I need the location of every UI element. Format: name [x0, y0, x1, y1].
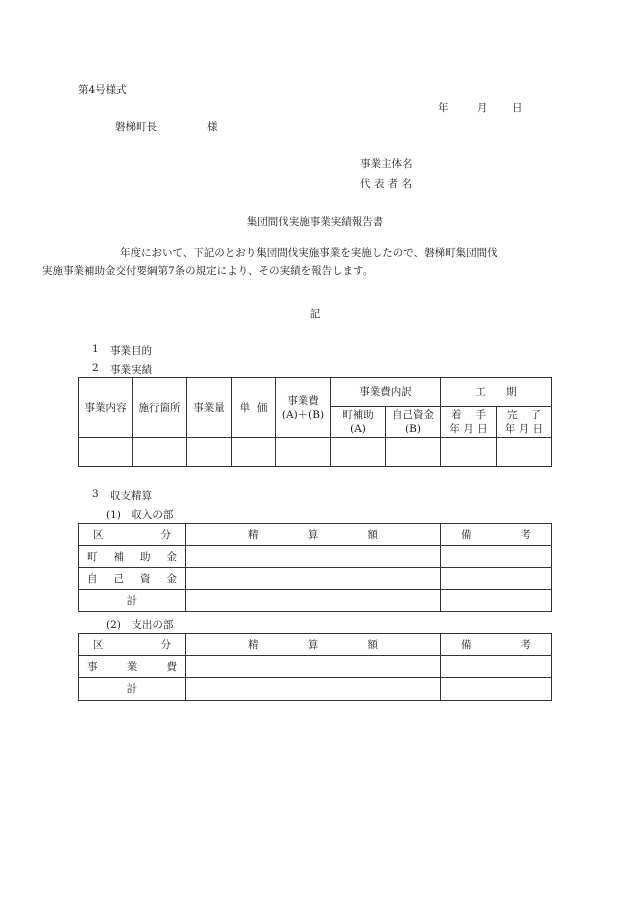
date-day-label: 日 [512, 102, 523, 114]
form-number: 第4号様式 [78, 84, 127, 96]
document-title: 集団間伐実施事業実績報告書 [246, 216, 384, 228]
income-table [78, 523, 552, 612]
expense-row-total [79, 678, 552, 701]
results-cell[interactable] [79, 438, 133, 467]
col-own-funds-header [386, 407, 441, 438]
col-place-header: 施行箇所 [133, 378, 187, 438]
income-heading: (1) 収入の部 [106, 509, 174, 521]
income-amount-cell[interactable] [186, 590, 441, 612]
col-end-header [497, 407, 552, 438]
start-ymd: 年 月 日 [449, 423, 488, 435]
row-char: 助 [140, 550, 151, 563]
results-cell[interactable] [331, 438, 386, 467]
income-row-label [79, 546, 186, 568]
income-notes-cell[interactable] [441, 590, 552, 612]
col-cost-header [276, 378, 331, 438]
unit-price-char-2: 価 [256, 401, 268, 414]
amount-char-3: 額 [367, 528, 378, 541]
end-label [497, 408, 551, 422]
income-total-label: 計 [79, 590, 186, 612]
row-char: 町 [87, 550, 98, 563]
row-char: 金 [166, 550, 177, 563]
expense-notes-cell[interactable] [441, 678, 552, 701]
col-period-header [441, 378, 552, 407]
col-breakdown-header: 事業費内訳 [331, 378, 441, 407]
expense-amount-cell[interactable] [186, 678, 441, 701]
income-amount-cell[interactable] [186, 568, 441, 590]
addressee-honorific: 様 [207, 121, 218, 133]
col-content-header: 事業内容 [79, 378, 133, 438]
amount-char-2: 算 [307, 638, 319, 651]
expense-amount-cell[interactable] [186, 656, 441, 678]
applicant-representative-label: 代 表 者 名 [360, 178, 413, 190]
income-amount-cell[interactable] [186, 546, 441, 568]
row-char: 事 [87, 660, 98, 673]
income-col-amount [186, 524, 441, 546]
amount-char-1: 精 [248, 528, 259, 541]
results-cell[interactable] [276, 438, 331, 467]
category-char-1: 区 [93, 638, 104, 651]
date-month-label: 月 [477, 102, 488, 114]
row-char: 業 [126, 660, 138, 673]
row-char: 資 [140, 572, 151, 585]
category-char-2: 分 [160, 638, 171, 651]
end-ymd: 年 月 日 [504, 423, 544, 435]
section3-label: 収支精算 [110, 490, 152, 502]
results-cell[interactable] [497, 438, 552, 467]
income-col-notes [441, 524, 552, 546]
results-cell[interactable] [441, 438, 497, 467]
expense-notes-cell[interactable] [441, 656, 552, 678]
applicant-entity-label: 事業主体名 [360, 158, 413, 170]
notes-char-1: 備 [461, 638, 472, 651]
start-label [441, 408, 496, 422]
results-cell[interactable] [133, 438, 187, 467]
col-town-subsidy-header [331, 407, 386, 438]
results-table [78, 377, 552, 467]
date-year-label: 年 [438, 102, 449, 114]
expense-col-amount [186, 634, 441, 656]
expense-heading: (2) 支出の部 [106, 619, 174, 631]
amount-char-2: 算 [307, 528, 319, 541]
period-char-1: 工 [475, 386, 486, 398]
category-char-1: 区 [93, 528, 104, 541]
addressee-name: 磐梯町長 [115, 121, 157, 133]
expense-col-category [79, 634, 186, 656]
row-char: 金 [166, 572, 177, 585]
section2-number: 2 [92, 362, 99, 374]
income-row-label [79, 568, 186, 590]
income-row-total [79, 590, 552, 612]
expense-col-notes [441, 634, 552, 656]
income-row-town-subsidy [79, 546, 552, 568]
row-char: 費 [166, 660, 177, 673]
row-char: 己 [113, 572, 124, 585]
notes-char-2: 考 [520, 528, 531, 541]
notes-char-2: 考 [520, 638, 531, 651]
section3-number: 3 [92, 488, 99, 500]
results-cell[interactable] [386, 438, 441, 467]
cost-label: 事業費 [287, 394, 319, 407]
start-char-1: 着 [451, 409, 462, 421]
body-paragraph [42, 244, 558, 280]
end-char-1: 完 [507, 409, 518, 421]
income-row-own-funds [79, 568, 552, 590]
row-char: 補 [113, 550, 124, 563]
town-subsidy-label: 町補助 [342, 409, 374, 421]
col-amount-header: 事業量 [187, 378, 232, 438]
notes-char-1: 備 [461, 528, 472, 541]
town-subsidy-mark: (A) [350, 423, 366, 435]
col-start-header [441, 407, 497, 438]
income-col-category [79, 524, 186, 546]
ki-marker: 記 [309, 308, 321, 320]
end-char-2: 了 [530, 409, 541, 421]
category-char-2: 分 [160, 528, 171, 541]
unit-price-char-1: 単 [239, 401, 251, 414]
results-cell[interactable] [232, 438, 276, 467]
amount-char-1: 精 [248, 638, 259, 651]
own-funds-label: 自己資金 [392, 409, 434, 421]
body-line-1: 年度において、下記のとおり集団間伐実施事業を実施したので、磐梯町集団間伐 [120, 247, 498, 259]
section2-label: 事業実績 [110, 364, 152, 376]
expense-total-label: 計 [79, 678, 186, 701]
results-cell[interactable] [187, 438, 232, 467]
section1-label: 事業目的 [110, 345, 152, 357]
period-char-2: 期 [506, 386, 517, 398]
body-line-2: 実施事業補助金交付要綱第7条の規定により、その実績を報告します。 [42, 265, 374, 277]
cost-formula: (A)＋(B) [281, 408, 325, 421]
start-char-2: 手 [475, 409, 486, 421]
income-notes-cell[interactable] [441, 568, 552, 590]
row-char: 自 [87, 572, 98, 585]
expense-row-label [79, 656, 186, 678]
own-funds-mark: (B) [405, 423, 421, 435]
expense-table [78, 633, 552, 701]
section1-number: 1 [92, 343, 99, 355]
expense-row-project-cost [79, 656, 552, 678]
income-notes-cell[interactable] [441, 546, 552, 568]
col-unit-price-header [232, 378, 276, 438]
results-data-row [79, 438, 552, 467]
amount-char-3: 額 [367, 638, 378, 651]
